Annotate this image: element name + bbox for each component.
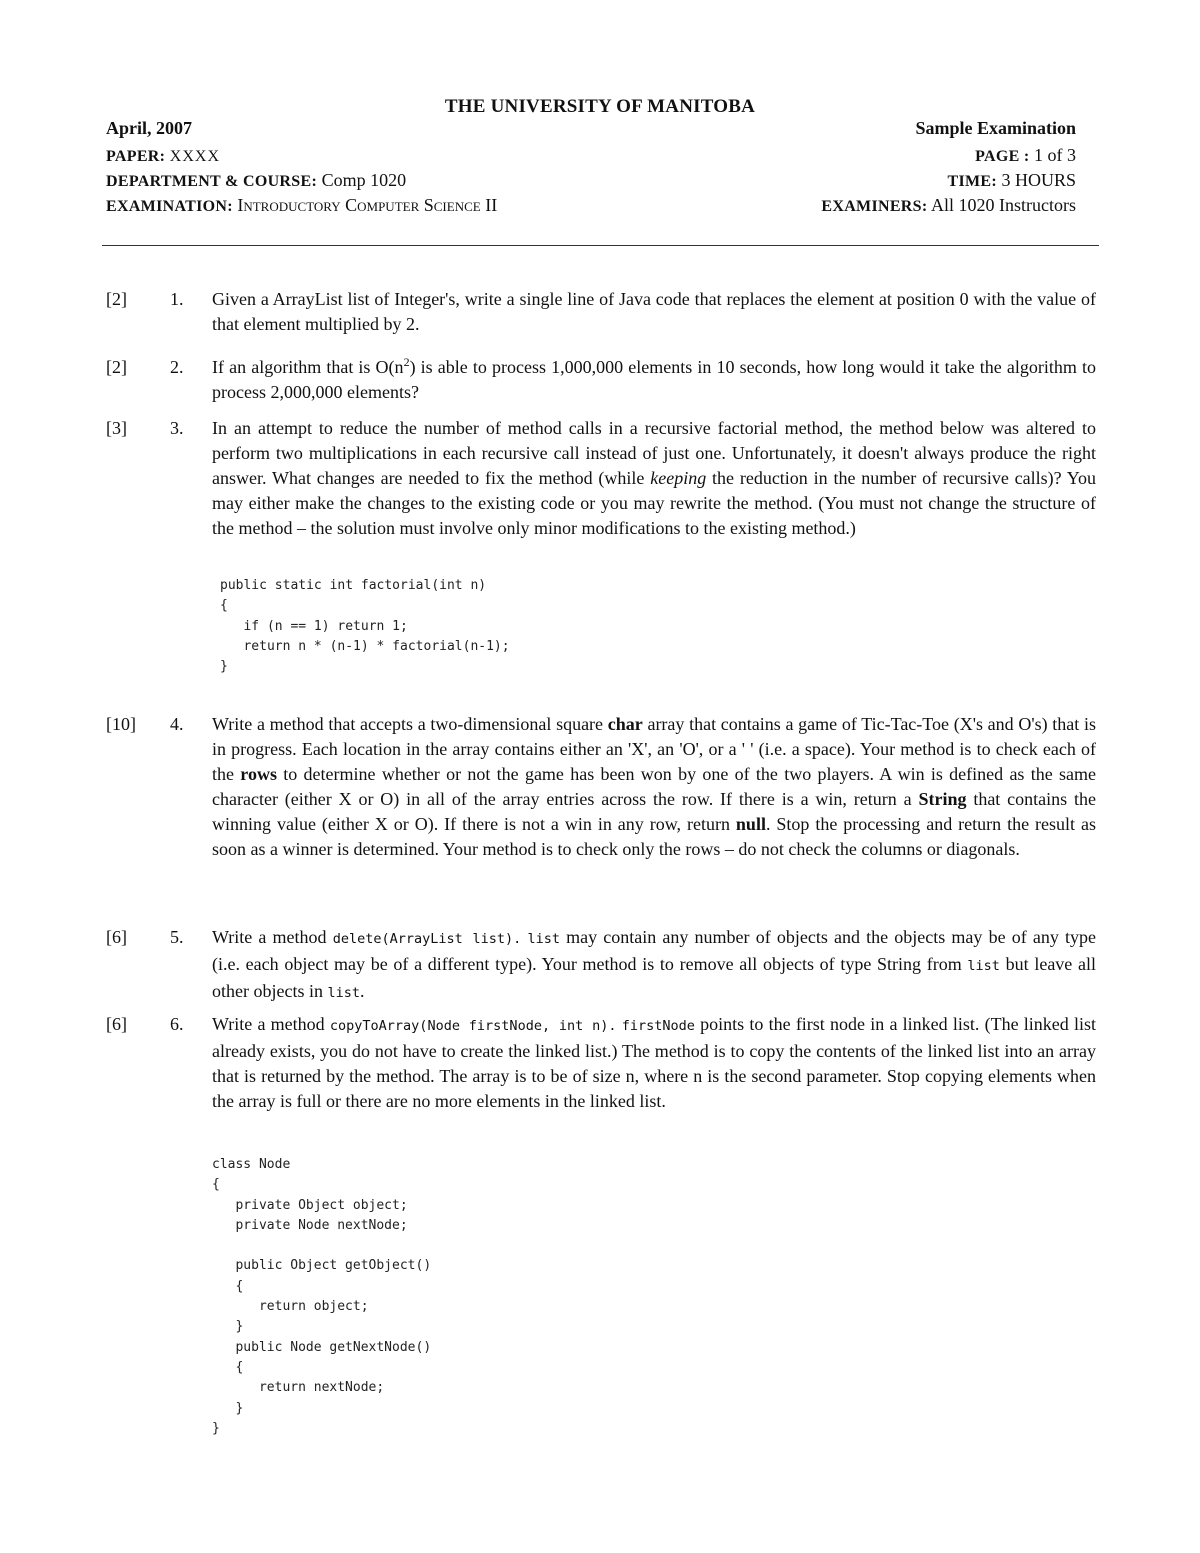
page-label: PAGE : xyxy=(975,148,1030,165)
text-segment: the reduction in the number of recursive calls)? You may either make the changes to the existing code or you may rewrite the method. (You must not change the structure of the method – the solution must involve only minor modifications to the existing method.) xyxy=(212,468,1096,538)
time-label: TIME: xyxy=(947,173,997,190)
examiners-info xyxy=(821,195,1076,216)
text-segment: If an algorithm that is O(n xyxy=(212,357,404,377)
text-segment: to determine whether or not the game has been won by one of the two players. A win is defined as the same character (either X or O) in all of the array entries across the row. If there is a win, return a xyxy=(212,764,1096,809)
text-segment: array that contains a game of Tic-Tac-Toe (X's and O's) that is in progress. Each location in the array contains either an 'X', an 'O', or a ' ' (i.e. a space). Your method is to check each of the xyxy=(212,714,1096,784)
question-marks: [2] xyxy=(106,357,127,377)
time-value: 3 HOURS xyxy=(1001,170,1076,190)
text-segment: Write a method xyxy=(212,927,333,947)
question-text: Given a ArrayList list of Integer's, write a single line of Java code that replaces the element at position 0 with the value of that element multiplied by 2. xyxy=(212,289,1096,334)
inline-code: list xyxy=(967,958,1000,974)
question-number: 5. xyxy=(170,927,184,947)
examiners-value: All 1020 Instructors xyxy=(931,195,1076,215)
bold-term: null xyxy=(735,814,766,834)
exam-date: April, 2007 xyxy=(106,118,193,138)
text-segment: ) is able to process 1,000,000 elements in 10 seconds, how long would it take the algorithm to process 2,000,000 elements? xyxy=(212,357,1096,402)
question-marks: [10] xyxy=(106,714,136,734)
time-info xyxy=(947,170,1076,191)
superscript: 2 xyxy=(403,355,410,369)
dept-info xyxy=(106,170,406,191)
factorial-code-block: public static int factorial(int n) { if (n == 1) return 1; return n * (n-1) * factorial(n-1); } xyxy=(220,578,510,675)
text-segment: but leave all other objects in xyxy=(212,954,1096,1001)
question-number: 4. xyxy=(170,714,184,734)
exam-label: EXAMINATION: xyxy=(106,198,233,215)
paper-label: PAPER: xyxy=(106,148,166,165)
dept-value: Comp 1020 xyxy=(321,170,407,190)
text-segment: . xyxy=(360,981,365,1001)
page-info xyxy=(975,145,1076,166)
dept-label: DEPARTMENT & COURSE: xyxy=(106,173,318,190)
page-value: 1 of 3 xyxy=(1034,145,1076,165)
text-segment: In an attempt to reduce the number of method calls in a recursive factorial method, the method below was altered to perform two multiplications in each recursive call instead of just one. Unfortunately, it doesn't always produce the right answer. What changes are needed to fix the method (while xyxy=(212,418,1096,488)
question-text xyxy=(212,355,1096,405)
exam-info xyxy=(106,195,497,216)
question-number: 1. xyxy=(170,289,184,309)
bold-term: char xyxy=(607,714,643,734)
question-text xyxy=(212,1012,1096,1114)
paper-value: XXXX xyxy=(169,148,220,165)
inline-code: list xyxy=(527,931,560,947)
inline-code: copyToArray(Node firstNode, int n). xyxy=(329,1018,617,1034)
inline-code: delete(ArrayList list). xyxy=(332,931,522,947)
header-divider xyxy=(102,245,1099,246)
question-marks: [6] xyxy=(106,1014,127,1034)
bold-term: rows xyxy=(240,764,277,784)
question-marks: [3] xyxy=(106,418,127,438)
text-segment: that contains the winning value (either X or O). If there is not a win in any row, return xyxy=(212,789,1096,834)
question-text xyxy=(212,416,1096,541)
inline-code: list xyxy=(327,985,360,1001)
emphasis-text: keeping xyxy=(650,468,707,488)
question-text xyxy=(212,925,1096,1006)
inline-code: firstNode xyxy=(621,1018,695,1034)
university-title: THE UNIVERSITY OF MANITOBA xyxy=(444,96,756,117)
text-segment: . Stop the processing and return the result as soon as a winner is determined. Your method is to check only the rows – do not check the columns or diagonals. xyxy=(212,814,1096,859)
question-number: 2. xyxy=(170,357,184,377)
text-segment: Write a method that accepts a two-dimensional square xyxy=(212,714,608,734)
question-number: 6. xyxy=(170,1014,184,1034)
question-marks: [2] xyxy=(106,289,127,309)
examiners-label: EXAMINERS: xyxy=(821,198,928,215)
text-segment: may contain any number of objects and the objects may be of any type (i.e. each object may be of a different type). Your method is to remove all objects of type String from xyxy=(212,927,1096,974)
text-segment: points to the first node in a linked list. (The linked list already exists, you do not have to create the linked list.) The method is to copy the contents of the linked list into an array that is returned by the method. The array is to be of size n, where n is the second parameter. Stop copying elements when the array is full or there are no more elements in the linked list. xyxy=(212,1014,1097,1111)
question-marks: [6] xyxy=(106,927,127,947)
node-class-code-block: class Node { private Object object; private Node nextNode; public Object getObject() { return object; } public Node getNextNode() { return nextNode; } } xyxy=(212,1157,432,1436)
exam-value: Introductory Computer Science II xyxy=(237,195,498,215)
question-number: 3. xyxy=(170,418,184,438)
text-segment: Write a method xyxy=(212,1014,330,1034)
paper-info xyxy=(106,145,220,166)
bold-term: String xyxy=(918,789,967,809)
question-text xyxy=(212,712,1096,862)
exam-type: Sample Examination xyxy=(915,118,1076,138)
